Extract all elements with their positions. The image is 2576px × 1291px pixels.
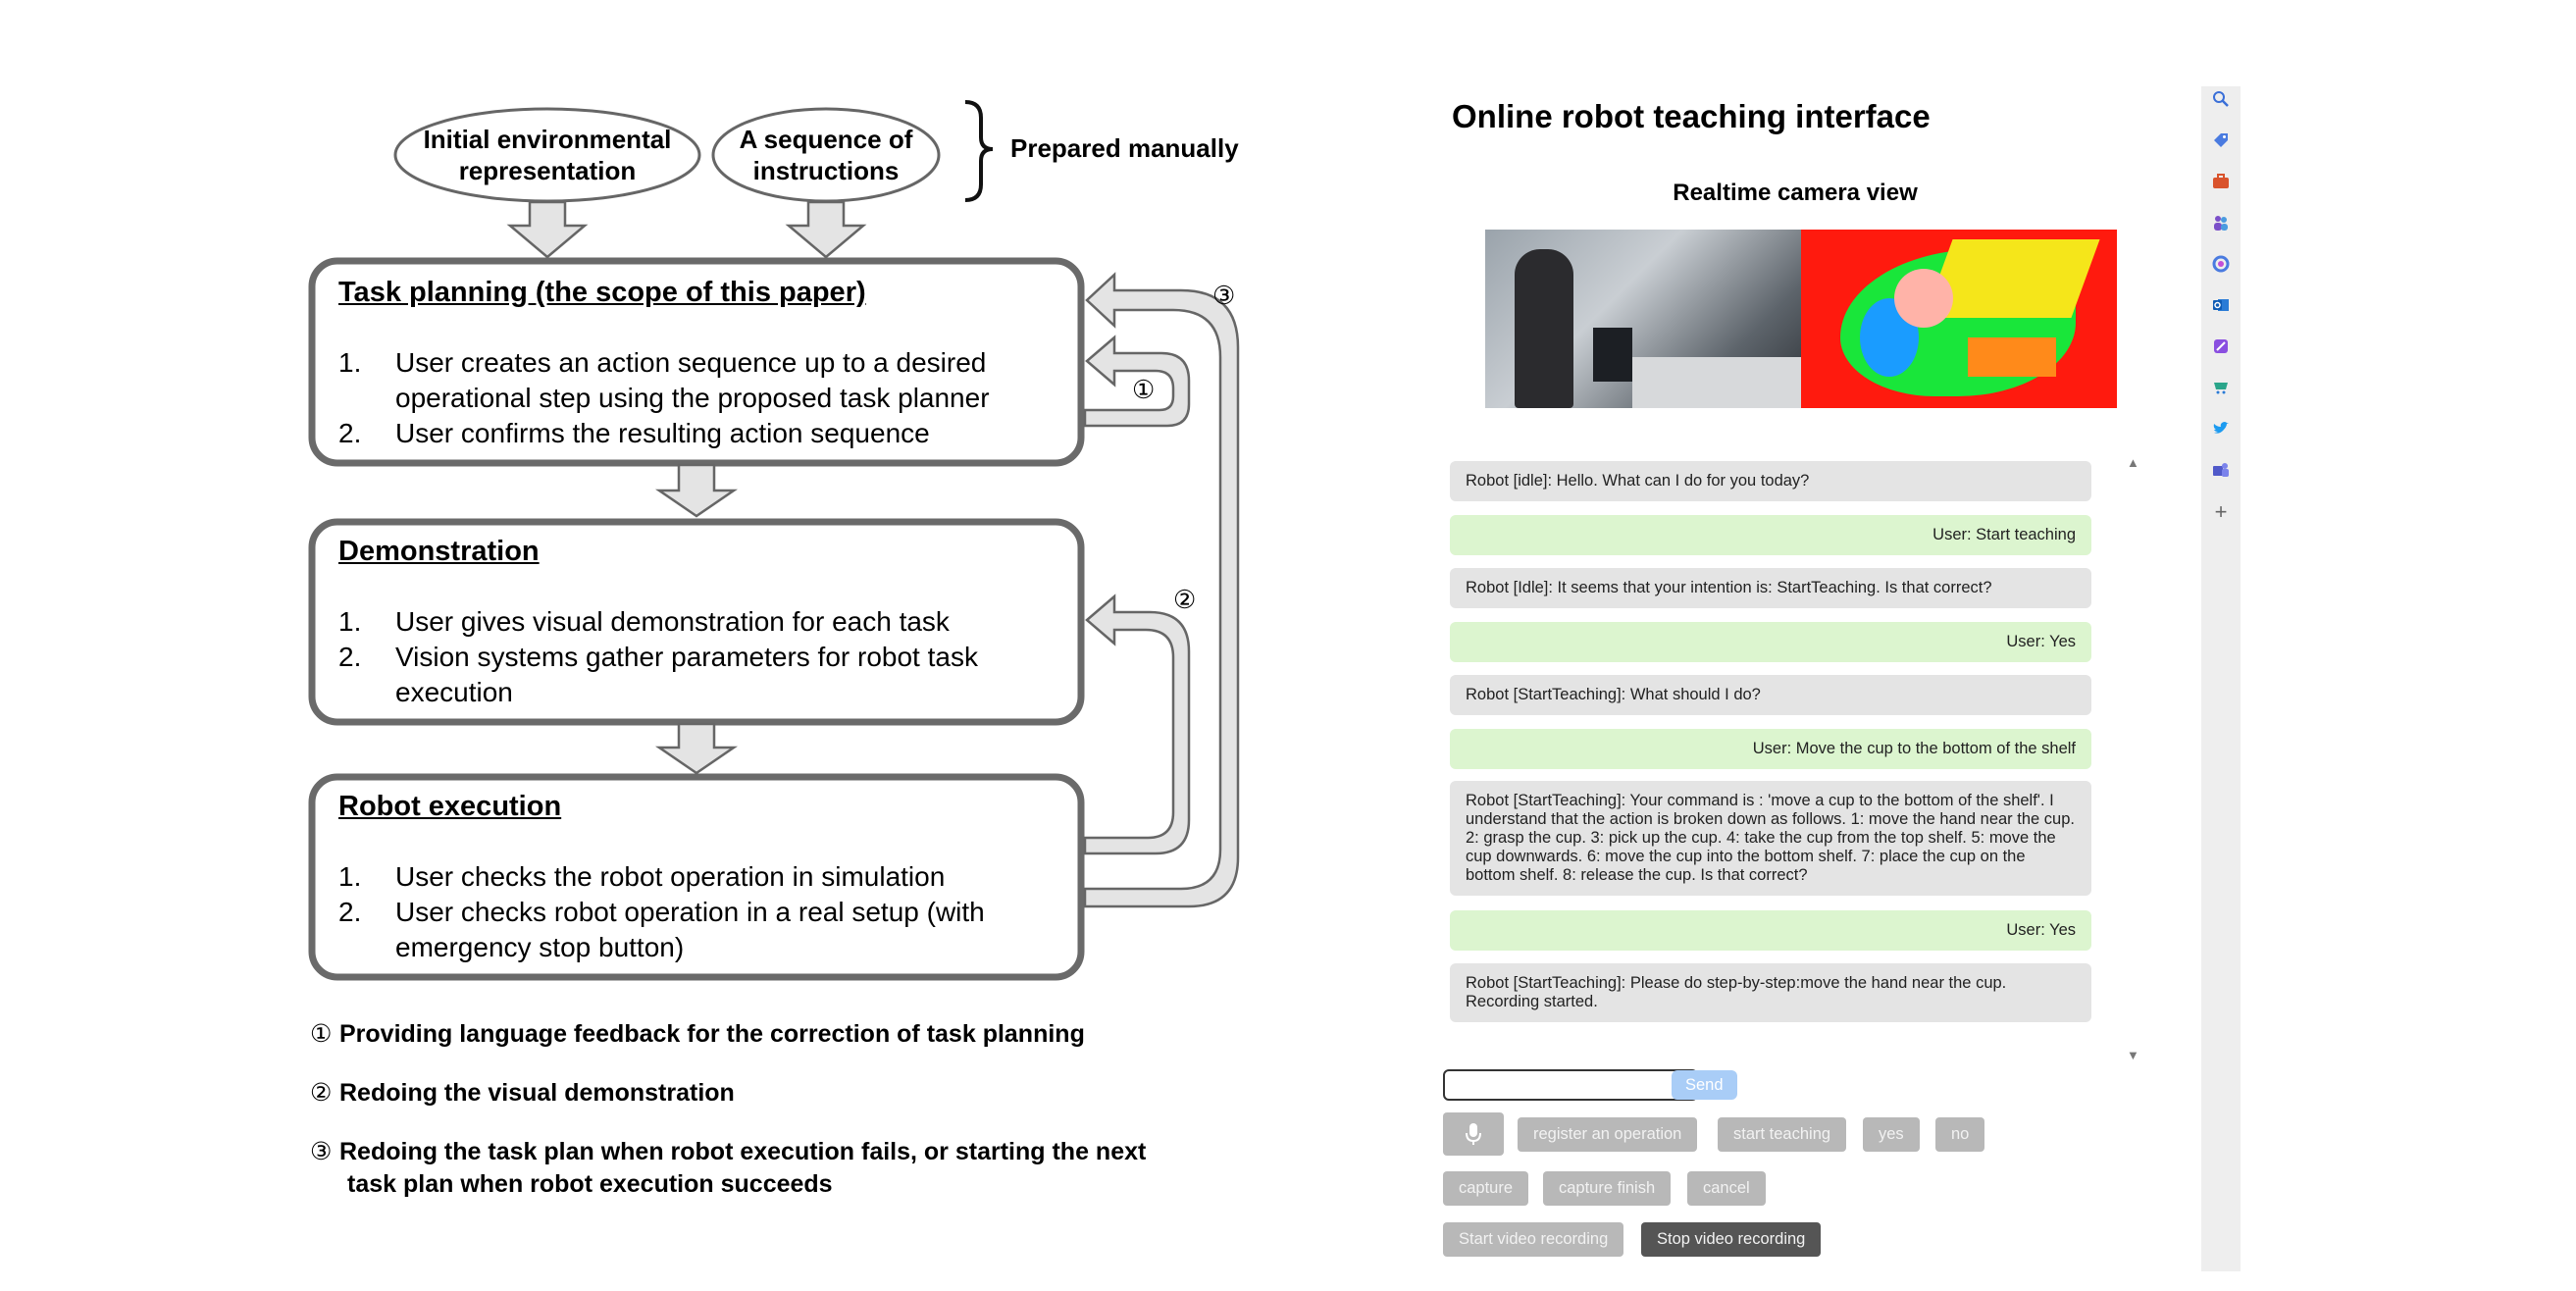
chat-message-robot: Robot [StartTeaching]: What should I do? xyxy=(1450,675,2091,715)
twitter-icon[interactable] xyxy=(2211,420,2231,439)
input-label-env-line1: Initial environmental xyxy=(423,125,672,154)
input-label-instructions-line2: instructions xyxy=(752,156,900,185)
chat-message-user: User: Yes xyxy=(1450,910,2091,951)
loop-marker-3: ③ xyxy=(1212,281,1236,310)
chat-message-robot: Robot [StartTeaching]: Please do step-by-step:move the hand near the cup. Recording started. xyxy=(1450,963,2091,1022)
item-number: 2. xyxy=(338,897,362,927)
camera-shelf-shape xyxy=(1632,357,1801,408)
stage-item xyxy=(338,640,1045,710)
segment-region xyxy=(1894,269,1953,328)
camera-person-shape xyxy=(1515,249,1573,408)
arrow-instructions-to-planning xyxy=(789,202,863,257)
legend-marker: ③ xyxy=(310,1138,333,1165)
legend-text: Redoing the visual demonstration xyxy=(339,1079,735,1107)
prepared-brace xyxy=(965,102,993,200)
item-text: User confirms the resulting action sequence xyxy=(395,418,930,448)
stage-item xyxy=(338,895,1045,965)
item-number: 1. xyxy=(338,347,362,378)
tag-icon[interactable] xyxy=(2211,131,2231,151)
register-operation-button[interactable]: register an operation xyxy=(1518,1117,1697,1152)
input-label-instructions-line1: A sequence of xyxy=(739,125,913,154)
stage-list-robot-execution xyxy=(338,859,1045,965)
legend-text: Redoing the task plan when robot execution fails, or starting the next xyxy=(339,1138,1147,1165)
stage-title-robot-execution: Robot execution xyxy=(338,791,562,822)
legend-text-continued: task plan when robot execution succeeds xyxy=(347,1170,833,1198)
chat-log[interactable] xyxy=(1442,455,2119,1063)
legend-item-2 xyxy=(310,1077,735,1110)
chat-message-user: User: Move the cup to the bottom of the shelf xyxy=(1450,729,2091,769)
microphone-icon xyxy=(1465,1122,1482,1146)
no-button[interactable]: no xyxy=(1935,1117,1984,1152)
stage-item xyxy=(338,416,1045,451)
loop-marker-2: ② xyxy=(1173,585,1197,614)
item-text: User checks the robot operation in simulation xyxy=(395,861,946,892)
arrow-env-to-planning xyxy=(510,202,585,257)
legend-item-1 xyxy=(310,1018,1085,1051)
chat-scroll-up-arrow[interactable]: ▲ xyxy=(2127,455,2139,470)
item-number: 1. xyxy=(338,606,362,637)
stage-list-demonstration xyxy=(338,604,1045,710)
item-text: Vision systems gather parameters for robot task execution xyxy=(395,642,978,707)
loop-arrow-2 xyxy=(1085,596,1189,853)
stage-title-task-planning: Task planning (the scope of this paper) xyxy=(338,277,866,308)
chat-message-robot: Robot [StartTeaching]: Your command is : 'move a cup to the bottom of the shelf'. I understand that the action is broken down as follows. 1: move the hand near the cup. 2: grasp the cup. 3: pick up the cup. 4: take the cup from the top shelf. 5: move the cup downwards. 6: move the cup into the bottom shelf. 7: place the cup on the bottom shelf. 8: release the cup. Is that correct? xyxy=(1450,781,2091,896)
stage-title-demonstration: Demonstration xyxy=(338,536,540,567)
camera-segmentation-image xyxy=(1801,230,2117,408)
input-label-env-line2: representation xyxy=(458,156,637,185)
realtime-camera-view xyxy=(1485,230,2117,408)
legend-text: Providing language feedback for the correction of task planning xyxy=(339,1020,1085,1048)
search-icon[interactable] xyxy=(2211,90,2231,110)
stop-video-recording-button[interactable]: Stop video recording xyxy=(1641,1222,1821,1257)
start-teaching-button[interactable]: start teaching xyxy=(1718,1117,1846,1152)
loop-marker-1: ① xyxy=(1132,375,1156,404)
item-text: User checks robot operation in a real setup (with emergency stop button) xyxy=(395,897,985,962)
designer-icon[interactable] xyxy=(2211,337,2231,357)
start-video-recording-button[interactable]: Start video recording xyxy=(1443,1222,1623,1257)
camera-rgb-image xyxy=(1485,230,1801,408)
legend-marker: ① xyxy=(310,1020,333,1048)
chat-scroll-down-arrow[interactable]: ▼ xyxy=(2127,1048,2139,1062)
input-label-env xyxy=(402,124,693,186)
prepared-manually-label: Prepared manually xyxy=(1010,133,1239,163)
item-number: 1. xyxy=(338,861,362,892)
browser-sidebar xyxy=(2201,86,2241,1271)
chat-message-robot: Robot [idle]: Hello. What can I do for you today? xyxy=(1450,461,2091,501)
chat-message-robot: Robot [Idle]: It seems that your intention is: StartTeaching. Is that correct? xyxy=(1450,568,2091,608)
send-button[interactable]: Send xyxy=(1672,1070,1737,1100)
input-label-instructions xyxy=(716,124,936,186)
legend-item-3 xyxy=(310,1136,1146,1201)
yes-button[interactable]: yes xyxy=(1863,1117,1920,1152)
chat-message-user: User: Yes xyxy=(1450,622,2091,662)
item-text: User creates an action sequence up to a desired operational step using the proposed task planner xyxy=(395,347,990,413)
message-input[interactable] xyxy=(1443,1069,1698,1101)
capture-button[interactable]: capture xyxy=(1443,1171,1528,1206)
segment-region xyxy=(1968,337,2056,377)
arrow-demo-to-execution xyxy=(659,724,734,773)
copilot-icon[interactable] xyxy=(2211,255,2231,275)
microphone-button[interactable] xyxy=(1443,1112,1504,1156)
add-icon[interactable]: + xyxy=(2214,499,2228,524)
people-icon[interactable] xyxy=(2211,214,2231,233)
camera-view-title: Realtime camera view xyxy=(1673,180,1918,206)
chat-message-user: User: Start teaching xyxy=(1450,515,2091,555)
capture-finish-button[interactable]: capture finish xyxy=(1543,1171,1671,1206)
camera-monitor-shape xyxy=(1593,328,1632,382)
interface-title: Online robot teaching interface xyxy=(1452,98,1931,134)
outlook-icon[interactable] xyxy=(2211,296,2231,316)
stage-item xyxy=(338,345,1045,416)
stage-item xyxy=(338,859,1045,895)
shopping-icon[interactable] xyxy=(2211,379,2231,398)
item-number: 2. xyxy=(338,418,362,448)
teams-icon[interactable] xyxy=(2211,461,2231,481)
item-text: User gives visual demonstration for each task xyxy=(395,606,950,637)
briefcase-icon[interactable] xyxy=(2211,173,2231,192)
stage-list-task-planning xyxy=(338,345,1045,451)
cancel-button[interactable]: cancel xyxy=(1687,1171,1766,1206)
item-number: 2. xyxy=(338,642,362,672)
legend-marker: ② xyxy=(310,1079,333,1107)
stage-item xyxy=(338,604,1045,640)
arrow-planning-to-demo xyxy=(659,465,734,516)
